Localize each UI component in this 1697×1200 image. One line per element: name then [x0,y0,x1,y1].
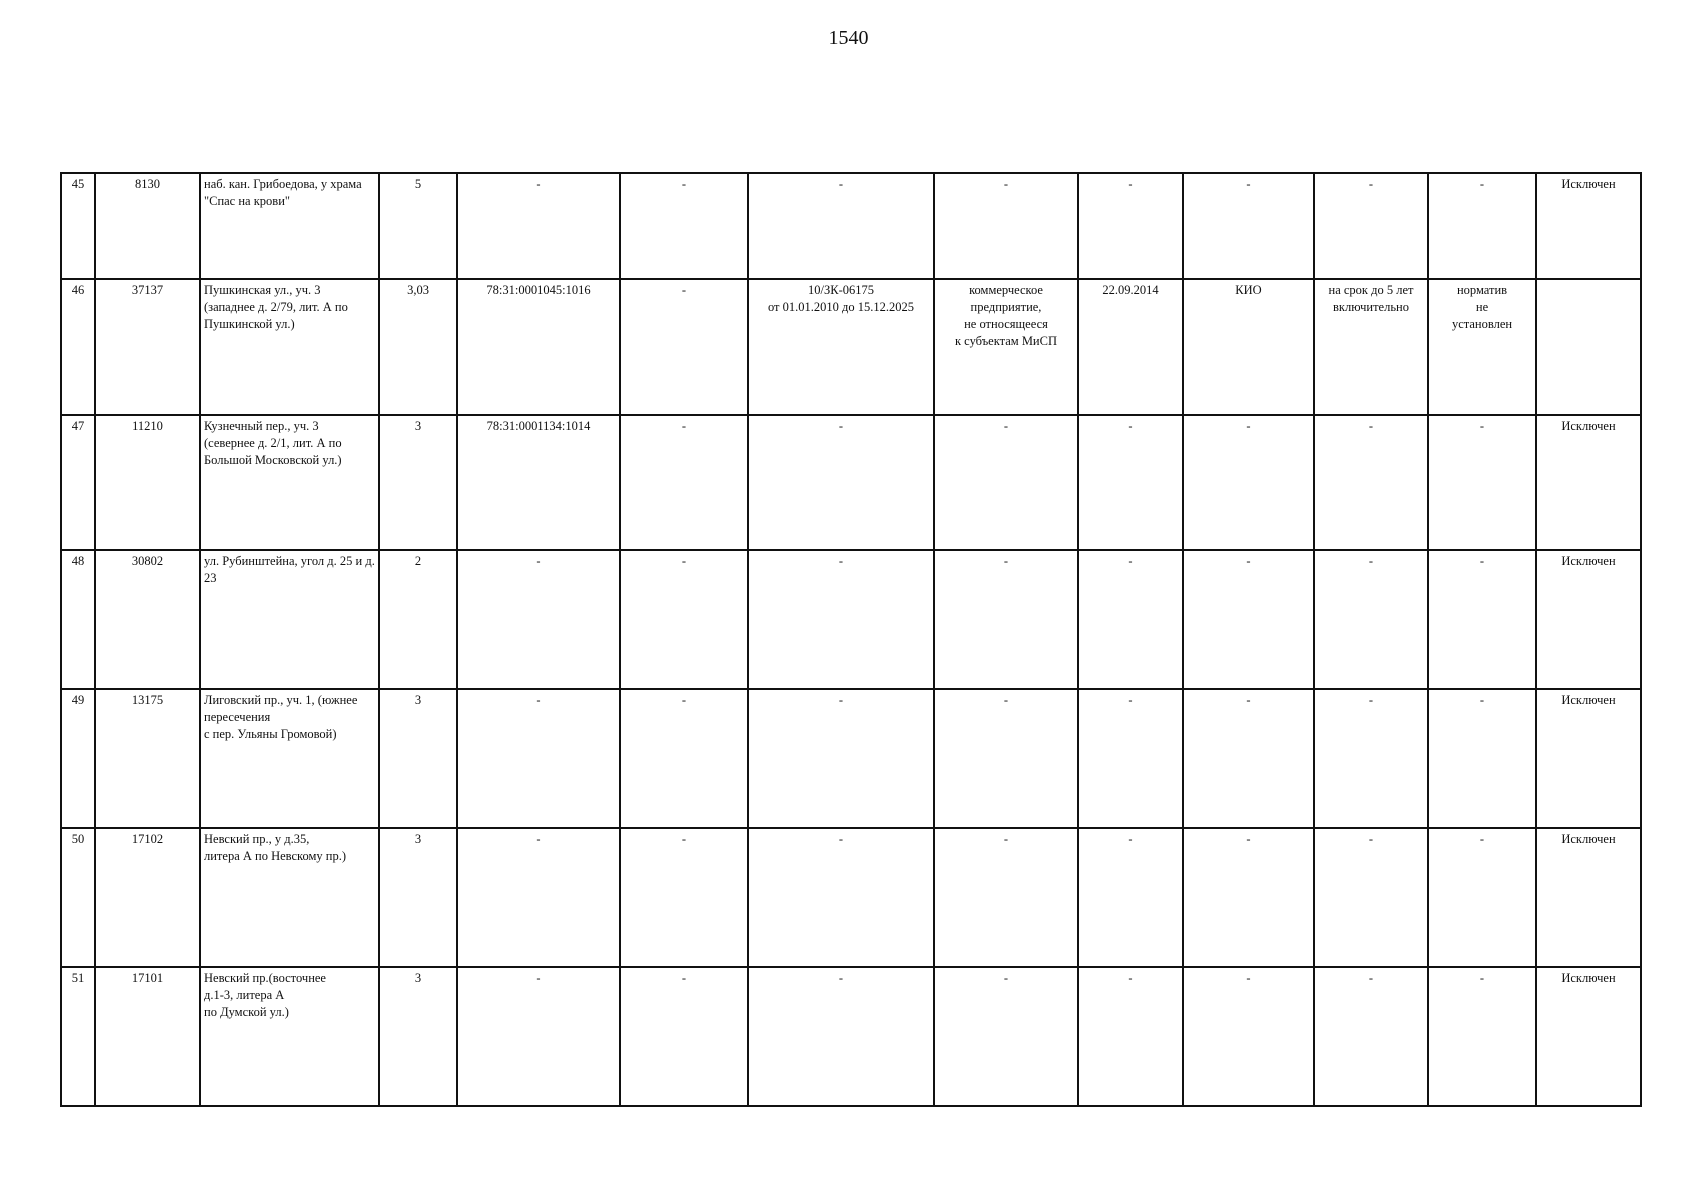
address-cell: Невский пр.(восточнее д.1-3, литера А по Думской ул.) [200,967,379,1106]
area-cell: 5 [379,173,457,279]
contract-cell: 10/ЗК-06175 от 01.01.2010 до 15.12.2025 [748,279,934,415]
row-number-cell: 51 [61,967,95,1106]
area-cell: 3 [379,415,457,550]
organization-cell: - [1183,173,1314,279]
column-6-cell: - [620,967,748,1106]
subject-type-cell: - [934,550,1078,689]
subject-type-cell: коммерческое предприятие, не относящееся к субъектам МиСП [934,279,1078,415]
term-cell: - [1314,967,1428,1106]
date-cell: - [1078,828,1183,967]
cadastral-number-cell: - [457,967,620,1106]
norm-cell: - [1428,173,1536,279]
cadastral-number-cell: 78:31:0001045:1016 [457,279,620,415]
date-cell: - [1078,173,1183,279]
date-cell: - [1078,415,1183,550]
status-cell: Исключен [1536,415,1641,550]
organization-cell: - [1183,415,1314,550]
row-number-cell: 49 [61,689,95,828]
contract-cell: - [748,689,934,828]
address-cell: Невский пр., у д.35, литера А по Невскому пр.) [200,828,379,967]
norm-cell: - [1428,415,1536,550]
object-id-cell: 30802 [95,550,200,689]
object-id-cell: 8130 [95,173,200,279]
contract-cell: - [748,967,934,1106]
table-row [61,828,1641,967]
area-cell: 3 [379,967,457,1106]
column-6-cell: - [620,550,748,689]
row-number-cell: 50 [61,828,95,967]
date-cell: - [1078,689,1183,828]
status-cell: Исключен [1536,550,1641,689]
term-cell: - [1314,828,1428,967]
norm-cell: - [1428,967,1536,1106]
table-row [61,173,1641,279]
term-cell: - [1314,415,1428,550]
table-row [61,279,1641,415]
subject-type-cell: - [934,689,1078,828]
term-cell: - [1314,689,1428,828]
address-cell: Кузнечный пер., уч. 3 (севернее д. 2/1, лит. А по Большой Московской ул.) [200,415,379,550]
table-row [61,967,1641,1106]
object-id-cell: 37137 [95,279,200,415]
column-6-cell: - [620,173,748,279]
status-cell: Исключен [1536,173,1641,279]
object-id-cell: 13175 [95,689,200,828]
term-cell: - [1314,550,1428,689]
subject-type-cell: - [934,967,1078,1106]
table-row [61,415,1641,550]
status-cell: Исключен [1536,828,1641,967]
term-cell: - [1314,173,1428,279]
organization-cell: - [1183,828,1314,967]
organization-cell: КИО [1183,279,1314,415]
registry-table [60,172,1642,1107]
contract-cell: - [748,173,934,279]
cadastral-number-cell: - [457,828,620,967]
row-number-cell: 45 [61,173,95,279]
subject-type-cell: - [934,828,1078,967]
contract-cell: - [748,550,934,689]
object-id-cell: 11210 [95,415,200,550]
organization-cell: - [1183,550,1314,689]
date-cell: - [1078,967,1183,1106]
row-number-cell: 47 [61,415,95,550]
row-number-cell: 46 [61,279,95,415]
page-number: 1540 [828,27,869,49]
status-cell: Исключен [1536,689,1641,828]
date-cell: 22.09.2014 [1078,279,1183,415]
table-row [61,550,1641,689]
subject-type-cell: - [934,415,1078,550]
cadastral-number-cell: 78:31:0001134:1014 [457,415,620,550]
column-6-cell: - [620,415,748,550]
cadastral-number-cell: - [457,550,620,689]
status-cell [1536,279,1641,415]
column-6-cell: - [620,689,748,828]
organization-cell: - [1183,967,1314,1106]
row-number-cell: 48 [61,550,95,689]
date-cell: - [1078,550,1183,689]
contract-cell: - [748,828,934,967]
area-cell: 2 [379,550,457,689]
address-cell: ул. Рубинштейна, угол д. 25 и д. 23 [200,550,379,689]
norm-cell: - [1428,828,1536,967]
address-cell: Лиговский пр., уч. 1, (южнее пересечения с пер. Ульяны Громовой) [200,689,379,828]
object-id-cell: 17101 [95,967,200,1106]
norm-cell: - [1428,689,1536,828]
norm-cell: норматив не установлен [1428,279,1536,415]
address-cell: Пушкинская ул., уч. 3 (западнее д. 2/79, лит. А по Пушкинской ул.) [200,279,379,415]
column-6-cell: - [620,828,748,967]
term-cell: на срок до 5 лет включительно [1314,279,1428,415]
contract-cell: - [748,415,934,550]
object-id-cell: 17102 [95,828,200,967]
cadastral-number-cell: - [457,173,620,279]
area-cell: 3 [379,828,457,967]
column-6-cell: - [620,279,748,415]
norm-cell: - [1428,550,1536,689]
status-cell: Исключен [1536,967,1641,1106]
area-cell: 3 [379,689,457,828]
address-cell: наб. кан. Грибоедова, у храма "Спас на крови" [200,173,379,279]
organization-cell: - [1183,689,1314,828]
area-cell: 3,03 [379,279,457,415]
table-row [61,689,1641,828]
cadastral-number-cell: - [457,689,620,828]
subject-type-cell: - [934,173,1078,279]
